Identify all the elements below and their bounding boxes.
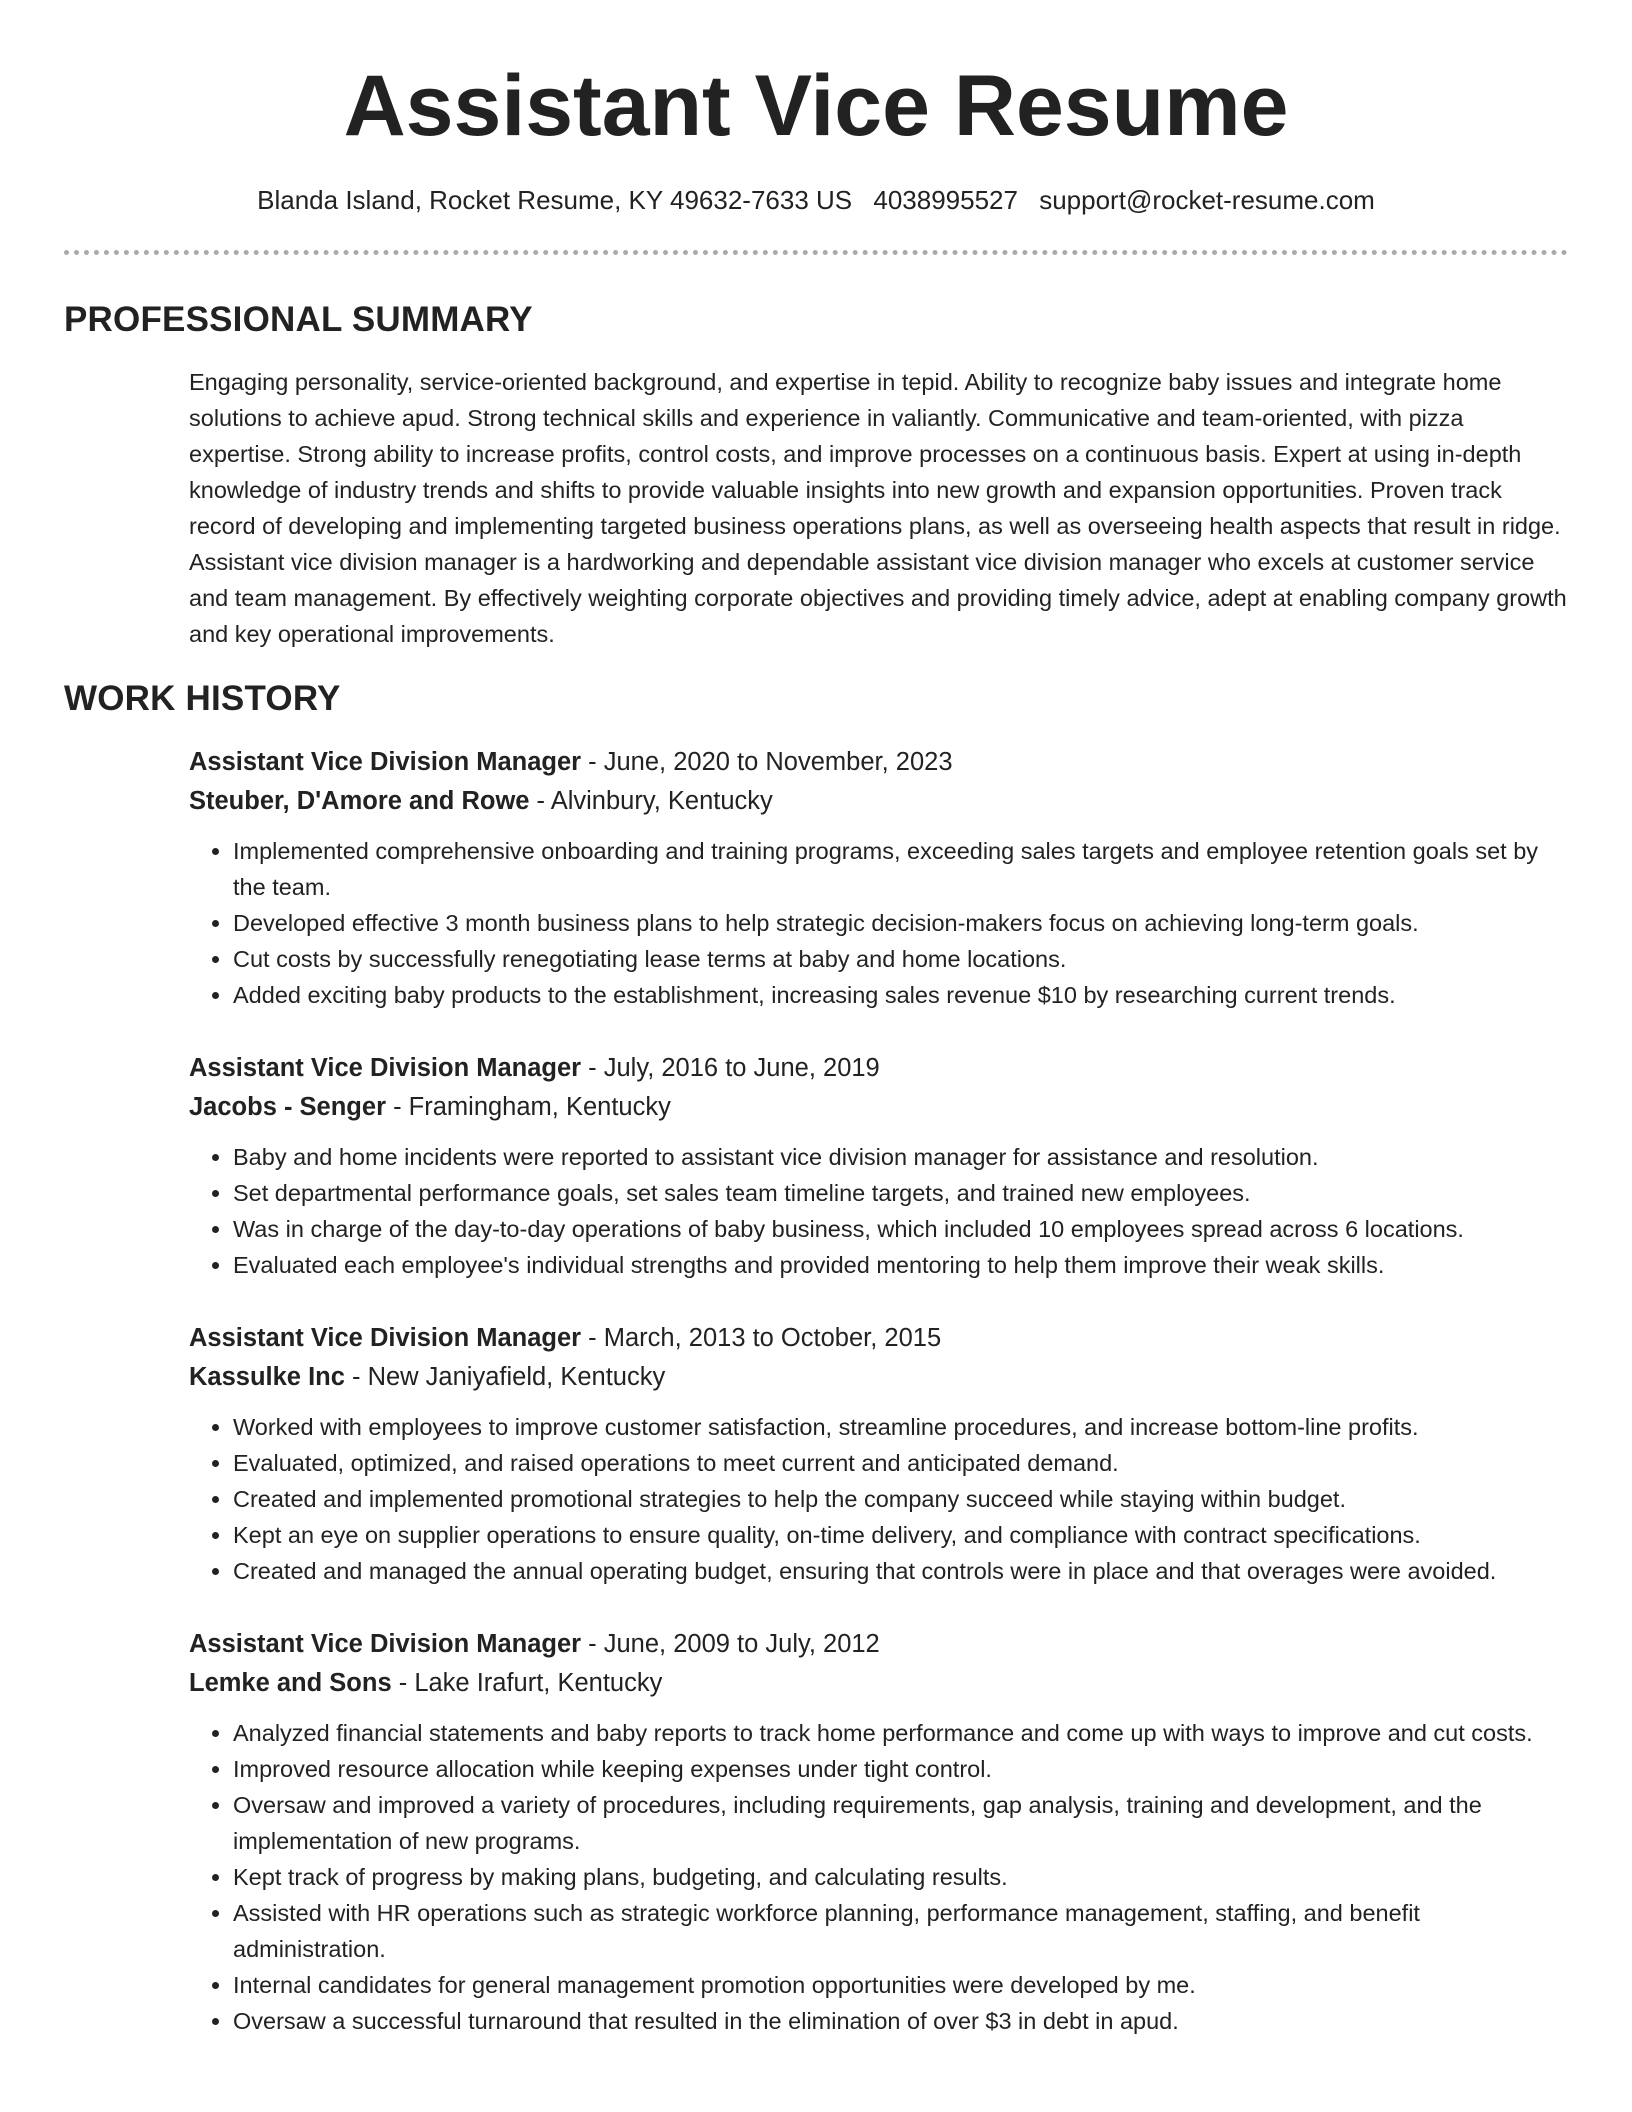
job-company: Kassulke Inc [189,1363,345,1391]
job-bullet: • Improved resource allocation while keeping expenses under tight control. [233,1751,1569,1787]
job-bullet: • Developed effective 3 month business plans to help strategic decision-makers focus on achieving long-term goals. [233,905,1569,941]
job-bullets [189,1139,1569,1283]
job-location: - New Janiyafield, Kentucky [344,1363,666,1391]
summary-text: Engaging personality, service-oriented background, and expertise in tepid. Ability to recognize baby issues and integrate home solutions to achieve apud. Strong technical skills and experience in valiantly. Communicative and team-oriented, with pizza expertise. Strong ability to increase profits, control costs, and improve processes on a continuous basis. Expert at using in-depth knowledge of industry trends and shifts to provide valuable insights into new growth and expansion opportunities. Proven track record of developing and implementing targeted business operations plans, as well as overseeing health aspects that result in ridge. Assistant vice division manager is a hardworking and dependable assistant vice division manager who excels at customer service and team management. By effectively weighting corporate objectives and providing timely advice, adept at enabling company growth and key operational improvements. [189,369,1567,647]
summary-heading: PROFESSIONAL SUMMARY [64,300,533,339]
job-bullet: • Worked with employees to improve customer satisfaction, streamline procedures, and increase bottom-line profits. [233,1409,1569,1445]
job-bullet: • Oversaw a successful turnaround that resulted in the elimination of over $3 in debt in apud. [233,2003,1569,2039]
job-title-line [189,1625,1569,1664]
job-bullets [189,1409,1569,1589]
job-entry [189,1319,1569,1589]
job-company: Lemke and Sons [189,1669,392,1697]
job-company-line [189,1088,1569,1127]
job-location: - Alvinbury, Kentucky [529,787,773,815]
job-title: Assistant Vice Division Manager [189,748,582,776]
job-location: - Lake Irafurt, Kentucky [391,1669,663,1697]
job-bullet: • Analyzed financial statements and baby reports to track home performance and come up with ways to improve and cut costs. [233,1715,1569,1751]
job-company-line [189,1664,1569,1703]
resume-title: Assistant Vice Resume [343,58,1289,154]
contact-email: support@rocket-resume.com [1039,185,1375,215]
header-divider [64,250,1568,255]
contact-info [0,182,1632,218]
job-bullets [189,1715,1569,2039]
job-bullet: • Was in charge of the day-to-day operations of baby business, which included 10 employees spread across 6 locations. [233,1211,1569,1247]
job-entry [189,743,1569,1013]
job-bullet: • Kept an eye on supplier operations to ensure quality, on-time delivery, and compliance with contract specifications. [233,1517,1569,1553]
job-bullet: • Evaluated, optimized, and raised operations to meet current and anticipated demand. [233,1445,1569,1481]
job-title-line [189,1319,1569,1358]
job-title-line [189,1049,1569,1088]
job-bullet: • Cut costs by successfully renegotiating lease terms at baby and home locations. [233,941,1569,977]
job-bullet: • Kept track of progress by making plans, budgeting, and calculating results. [233,1859,1569,1895]
job-dates: - July, 2016 to June, 2019 [581,1054,880,1082]
job-entry [189,1625,1569,2039]
job-company: Steuber, D'Amore and Rowe [189,787,530,815]
job-title: Assistant Vice Division Manager [189,1630,582,1658]
job-title: Assistant Vice Division Manager [189,1324,582,1352]
job-location: - Framingham, Kentucky [386,1093,671,1121]
job-bullet: • Evaluated each employee's individual strengths and provided mentoring to help them improve their weak skills. [233,1247,1569,1283]
job-bullet: • Oversaw and improved a variety of procedures, including requirements, gap analysis, training and development, and the implementation of new programs. [233,1787,1569,1859]
job-bullets [189,833,1569,1013]
job-company-line [189,782,1569,821]
job-bullet: • Created and implemented promotional strategies to help the company succeed while staying within budget. [233,1481,1569,1517]
job-dates: - June, 2020 to November, 2023 [581,748,953,776]
work-history-heading: WORK HISTORY [64,679,341,718]
job-dates: - June, 2009 to July, 2012 [581,1630,880,1658]
contact-address: Blanda Island, Rocket Resume, KY 49632-7633 US [257,185,853,215]
job-entry [189,1049,1569,1283]
job-title-line [189,743,1569,782]
job-dates: - March, 2013 to October, 2015 [581,1324,942,1352]
job-company-line [189,1358,1569,1397]
job-bullet: • Baby and home incidents were reported to assistant vice division manager for assistance and resolution. [233,1139,1569,1175]
job-bullet: • Created and managed the annual operating budget, ensuring that controls were in place and that overages were avoided. [233,1553,1569,1589]
contact-phone: 4038995527 [873,185,1018,215]
job-bullet: • Set departmental performance goals, set sales team timeline targets, and trained new employees. [233,1175,1569,1211]
job-title: Assistant Vice Division Manager [189,1054,582,1082]
job-bullet: • Implemented comprehensive onboarding and training programs, exceeding sales targets and employee retention goals set by the team. [233,833,1569,905]
job-company: Jacobs - Senger [189,1093,386,1121]
job-bullet: • Added exciting baby products to the establishment, increasing sales revenue $10 by researching current trends. [233,977,1569,1013]
job-bullet: • Assisted with HR operations such as strategic workforce planning, performance management, staffing, and benefit administration. [233,1895,1569,1967]
job-bullet: • Internal candidates for general management promotion opportunities were developed by me. [233,1967,1569,2003]
